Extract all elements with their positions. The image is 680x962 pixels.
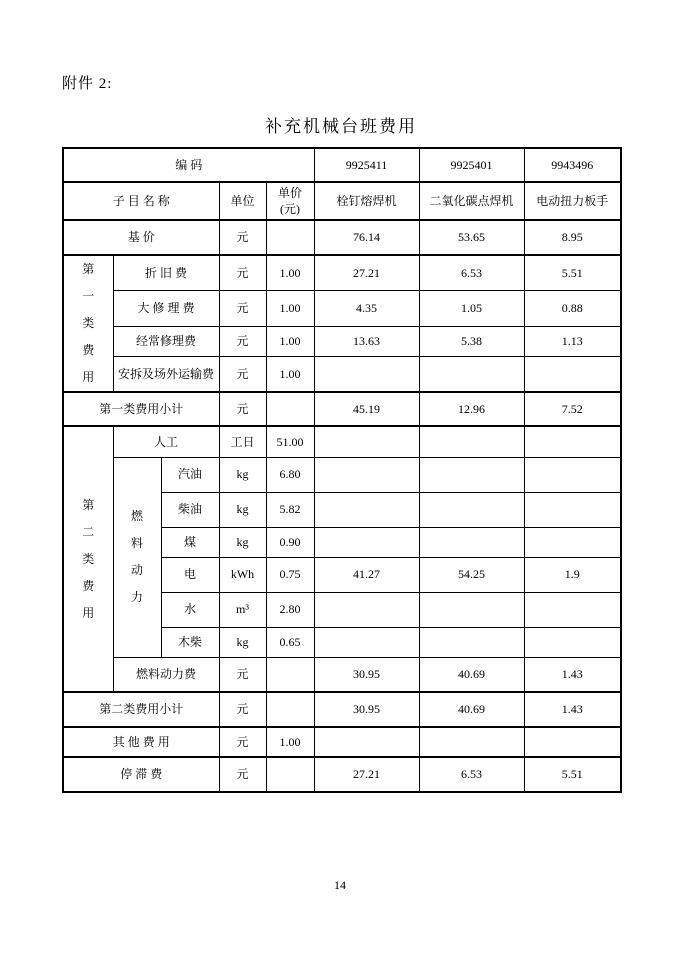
- table-row-code: [63, 148, 621, 182]
- value-cell: 5.51: [524, 255, 621, 291]
- category2-label: 第二类费用: [82, 497, 95, 620]
- value-cell: 5.38: [419, 326, 524, 356]
- value-cell: [419, 426, 524, 457]
- machine-name-cell: 电动扭力板手: [524, 182, 621, 220]
- unit-price-cell: [266, 657, 314, 692]
- unit-price-cell: 2.80: [266, 592, 314, 627]
- table-row-fuel-power-cost: [63, 657, 621, 692]
- table-row-header: [63, 182, 621, 220]
- value-cell: 54.25: [419, 557, 524, 592]
- unit-price-cell: 5.82: [266, 492, 314, 527]
- value-cell: 6.53: [419, 757, 524, 792]
- category1-label-cell: [63, 255, 113, 392]
- row-label-cell: 基 价: [63, 220, 219, 255]
- code-label-cell: 编 码: [63, 148, 314, 182]
- value-cell: [524, 356, 621, 392]
- value-cell: 0.88: [524, 291, 621, 327]
- value-cell: [524, 457, 621, 492]
- unit-price-cell: 0.75: [266, 557, 314, 592]
- value-cell: 30.95: [314, 657, 419, 692]
- value-cell: 30.95: [314, 692, 419, 727]
- value-cell: 8.95: [524, 220, 621, 255]
- code-value-cell: 9925401: [419, 148, 524, 182]
- row-label-cell: 木柴: [161, 627, 219, 657]
- fuel-group-label: 燃料动力: [130, 509, 143, 604]
- unit-cell: 元: [219, 220, 266, 255]
- unit-cell: 元: [219, 326, 266, 356]
- table-row-routine-repair: [63, 326, 621, 356]
- value-cell: 1.43: [524, 657, 621, 692]
- value-cell: 41.27: [314, 557, 419, 592]
- value-cell: [524, 592, 621, 627]
- unit-price-cell: 0.65: [266, 627, 314, 657]
- value-cell: [314, 356, 419, 392]
- unit-price-cell: 1.00: [266, 291, 314, 327]
- unit-cell: 工日: [219, 426, 266, 457]
- value-cell: 1.05: [419, 291, 524, 327]
- unit-price-header-line1: 单价: [277, 185, 302, 200]
- value-cell: [419, 492, 524, 527]
- code-value-cell: 9943496: [524, 148, 621, 182]
- unit-price-cell: [266, 692, 314, 727]
- value-cell: 1.9: [524, 557, 621, 592]
- unit-cell: 元: [219, 727, 266, 757]
- unit-price-header-cell: [266, 182, 314, 220]
- value-cell: [314, 592, 419, 627]
- unit-cell: kWh: [219, 557, 266, 592]
- unit-price-cell: [266, 392, 314, 426]
- value-cell: 4.35: [314, 291, 419, 327]
- value-cell: [419, 527, 524, 557]
- value-cell: 27.21: [314, 757, 419, 792]
- unit-price-cell: 1.00: [266, 255, 314, 291]
- value-cell: 76.14: [314, 220, 419, 255]
- value-cell: [419, 356, 524, 392]
- table-row-labor: [63, 426, 621, 457]
- unit-cell: 元: [219, 392, 266, 426]
- table-row-other-costs: [63, 727, 621, 757]
- table-row-depreciation: [63, 255, 621, 291]
- value-cell: [419, 627, 524, 657]
- value-cell: [314, 627, 419, 657]
- table-row-install-transport: [63, 356, 621, 392]
- unit-price-cell: 1.00: [266, 326, 314, 356]
- value-cell: 13.63: [314, 326, 419, 356]
- unit-price-cell: 1.00: [266, 727, 314, 757]
- value-cell: [524, 627, 621, 657]
- row-label-cell: 燃料动力费: [113, 657, 219, 692]
- machine-name-cell: 栓钉熔焊机: [314, 182, 419, 220]
- row-label-cell: 折 旧 费: [113, 255, 219, 291]
- row-label-cell: 其 他 费 用: [63, 727, 219, 757]
- code-value-cell: 9925411: [314, 148, 419, 182]
- unit-cell: 元: [219, 356, 266, 392]
- unit-header-cell: 单位: [219, 182, 266, 220]
- value-cell: [314, 527, 419, 557]
- unit-cell: 元: [219, 692, 266, 727]
- row-label-cell: 经常修理费: [113, 326, 219, 356]
- table-row-overhaul: [63, 291, 621, 327]
- row-label-cell: 汽油: [161, 457, 219, 492]
- unit-price-cell: 1.00: [266, 356, 314, 392]
- value-cell: [419, 457, 524, 492]
- unit-price-cell: [266, 757, 314, 792]
- value-cell: [314, 492, 419, 527]
- value-cell: 7.52: [524, 392, 621, 426]
- value-cell: 5.51: [524, 757, 621, 792]
- table-row-cat2-subtotal: [63, 692, 621, 727]
- value-cell: [524, 426, 621, 457]
- value-cell: [524, 527, 621, 557]
- unit-price-cell: [266, 220, 314, 255]
- row-label-cell: 停 滞 费: [63, 757, 219, 792]
- table-row-base-price: [63, 220, 621, 255]
- row-label-cell: 煤: [161, 527, 219, 557]
- row-label-cell: 人工: [113, 426, 219, 457]
- value-cell: [314, 457, 419, 492]
- value-cell: 1.43: [524, 692, 621, 727]
- table-row-idle-fee: [63, 757, 621, 792]
- value-cell: [419, 727, 524, 757]
- unit-cell: 元: [219, 291, 266, 327]
- unit-cell: 元: [219, 657, 266, 692]
- row-label-cell: 第一类费用小计: [63, 392, 219, 426]
- value-cell: 40.69: [419, 657, 524, 692]
- unit-cell: m³: [219, 592, 266, 627]
- value-cell: 12.96: [419, 392, 524, 426]
- value-cell: 53.65: [419, 220, 524, 255]
- unit-cell: kg: [219, 457, 266, 492]
- value-cell: 1.13: [524, 326, 621, 356]
- row-label-cell: 电: [161, 557, 219, 592]
- value-cell: 45.19: [314, 392, 419, 426]
- unit-cell: kg: [219, 627, 266, 657]
- table-row-gasoline: [63, 457, 621, 492]
- value-cell: 40.69: [419, 692, 524, 727]
- row-label-cell: 第二类费用小计: [63, 692, 219, 727]
- row-label-cell: 水: [161, 592, 219, 627]
- category1-label: 第一类费用: [82, 262, 95, 384]
- machine-shift-cost-table: [62, 147, 622, 793]
- item-name-header-cell: 子 目 名 称: [63, 182, 219, 220]
- document-title: 补充机械台班费用: [265, 117, 417, 136]
- table-row-cat1-subtotal: [63, 392, 621, 426]
- page-number: 14: [334, 878, 346, 892]
- row-label-cell: 柴油: [161, 492, 219, 527]
- value-cell: [524, 727, 621, 757]
- value-cell: [314, 426, 419, 457]
- value-cell: 27.21: [314, 255, 419, 291]
- row-label-cell: 大 修 理 费: [113, 291, 219, 327]
- value-cell: 6.53: [419, 255, 524, 291]
- unit-price-cell: 51.00: [266, 426, 314, 457]
- row-label-cell: 安拆及场外运输费: [113, 356, 219, 392]
- unit-cell: 元: [219, 255, 266, 291]
- value-cell: [314, 727, 419, 757]
- unit-cell: kg: [219, 527, 266, 557]
- unit-price-cell: 6.80: [266, 457, 314, 492]
- fuel-group-label-cell: [113, 457, 161, 657]
- machine-name-cell: 二氧化碳点焊机: [419, 182, 524, 220]
- value-cell: [419, 592, 524, 627]
- value-cell: [524, 492, 621, 527]
- unit-cell: 元: [219, 757, 266, 792]
- unit-cell: kg: [219, 492, 266, 527]
- attachment-label: 附件 2:: [62, 76, 113, 92]
- unit-price-cell: 0.90: [266, 527, 314, 557]
- category2-label-cell: [63, 426, 113, 692]
- unit-price-header-line2: (元): [280, 202, 300, 216]
